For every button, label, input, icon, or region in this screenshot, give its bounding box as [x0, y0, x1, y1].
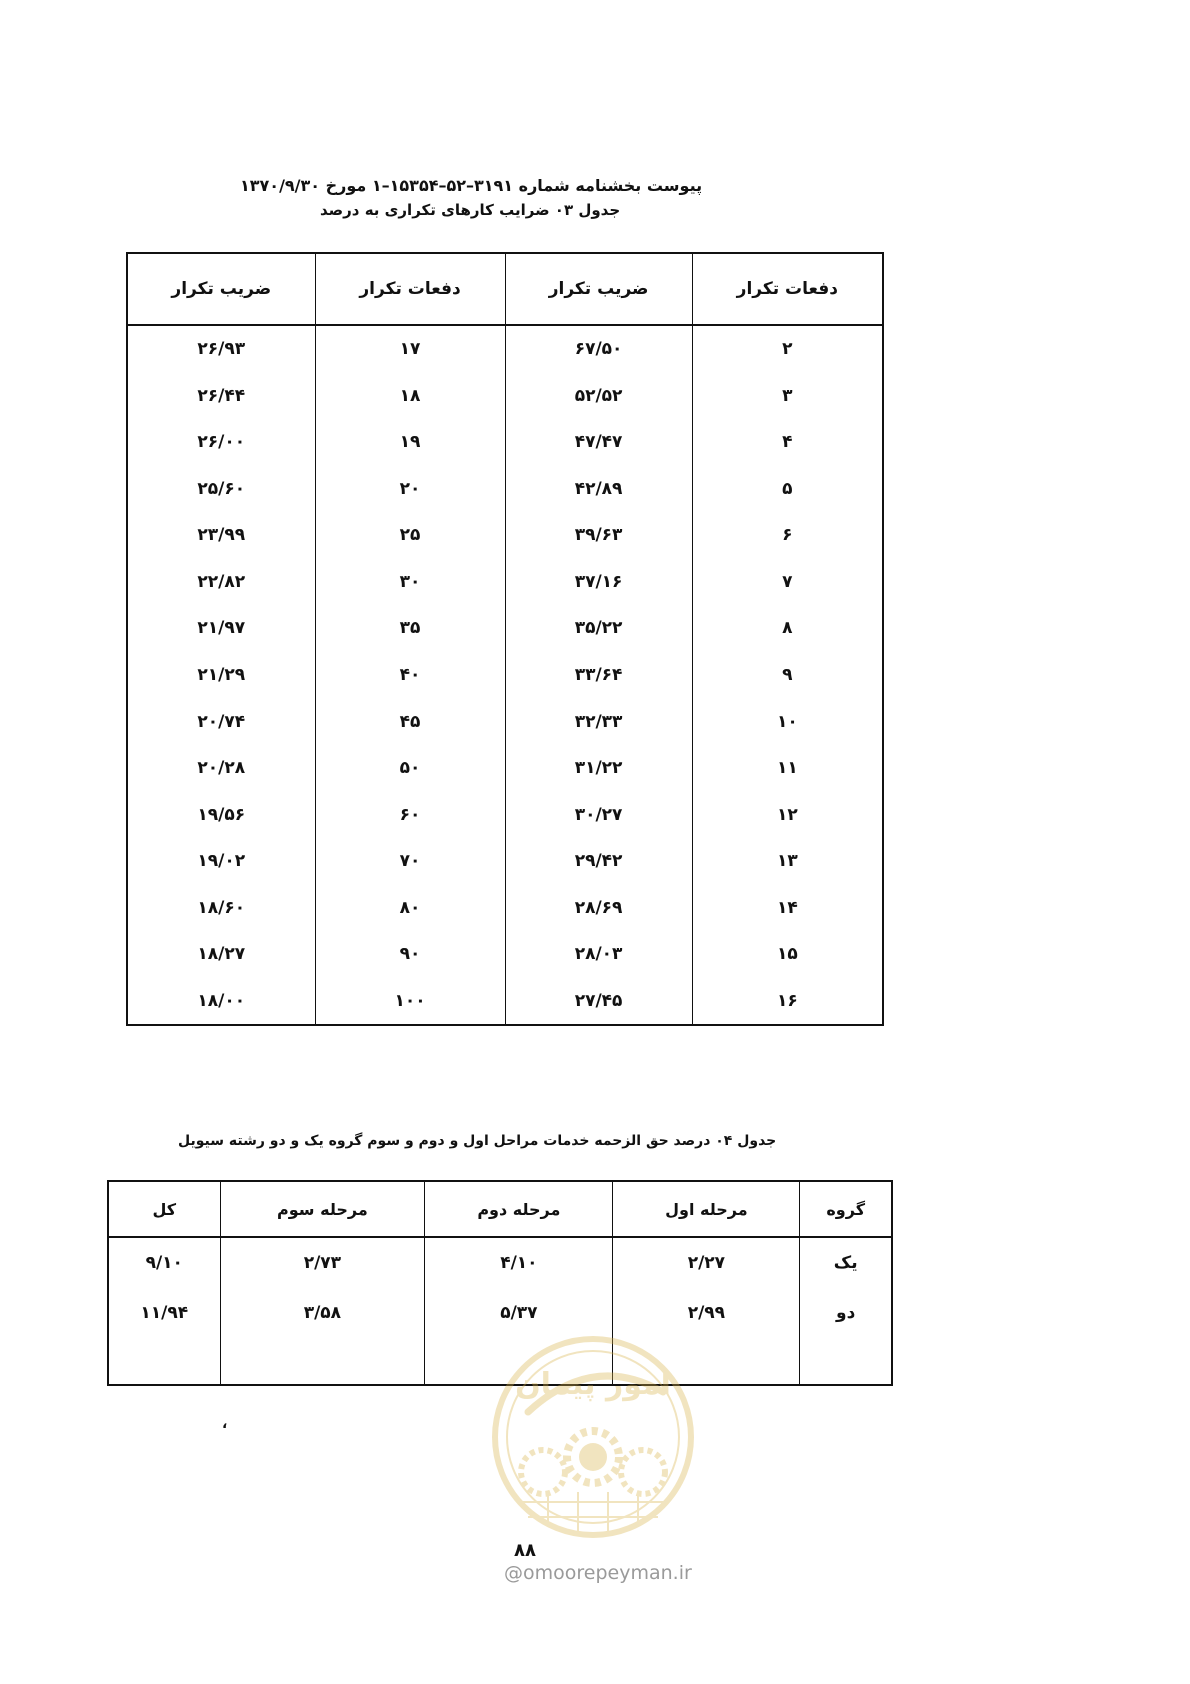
- table-cell: ۸: [692, 605, 883, 652]
- table-row: [127, 698, 883, 745]
- table-cell: ۳۹/۶۳: [505, 512, 692, 559]
- column-header: دفعات تکرار: [315, 253, 505, 325]
- table-cell: ۲۰: [315, 466, 505, 513]
- table-cell: ۵: [692, 466, 883, 513]
- table1-title: جدول ۰۳ ضرایب کارهای تکراری به درصد: [320, 201, 621, 219]
- table-cell: ۱۶: [692, 977, 883, 1025]
- table-cell: ۱۲: [692, 791, 883, 838]
- table-cell: ۶۷/۵۰: [505, 325, 692, 373]
- column-header: مرحله سوم: [220, 1181, 425, 1237]
- table-cell: ۴۷/۴۷: [505, 419, 692, 466]
- table-cell: ۹: [692, 652, 883, 699]
- table-row: [127, 791, 883, 838]
- table-cell: ۱۸/۲۷: [197, 944, 246, 965]
- table-cell: ۱۱/۹۴: [140, 1303, 189, 1323]
- table-cell: ۲۶/۴۴: [197, 385, 246, 406]
- stray-mark: ،: [222, 1416, 228, 1432]
- table-header-row: [127, 253, 883, 325]
- page-number: ۸۸: [514, 1540, 536, 1561]
- column-header: دفعات تکرار: [692, 253, 883, 325]
- table-cell: ۲۷/۴۵: [505, 977, 692, 1025]
- table-cell: [108, 1338, 220, 1385]
- table-cell: ۲۶/۰۰: [197, 432, 246, 453]
- table-cell: ۲/۷۳: [220, 1237, 425, 1288]
- column-header: ضریب تکرار: [127, 253, 315, 325]
- table-cell: [220, 1338, 425, 1385]
- table-cell: ۳۰/۲۷: [505, 791, 692, 838]
- table-cell: ۵/۳۷: [425, 1288, 613, 1338]
- table-cell: ۵۲/۵۲: [505, 373, 692, 420]
- table-cell: ۱۰۰: [315, 977, 505, 1025]
- table-row: [127, 512, 883, 559]
- table-cell: ۵۰: [315, 745, 505, 792]
- table-cell: ۲۸/۰۳: [505, 931, 692, 978]
- table-cell: ۲۵/۶۰: [197, 478, 246, 499]
- table-cell: ۳/۵۸: [220, 1288, 425, 1338]
- table-cell: ۹/۱۰: [145, 1253, 183, 1273]
- table-cell: ۲۲/۸۲: [197, 571, 246, 592]
- table-cell: ۲۱/۲۹: [197, 664, 246, 685]
- table-row: [127, 745, 883, 792]
- table-cell: ۳۱/۲۲: [505, 745, 692, 792]
- table-cell: ۲۱/۹۷: [197, 618, 246, 639]
- table-cell: ۲/۹۹: [613, 1288, 800, 1338]
- column-header: کل: [108, 1181, 220, 1237]
- table-cell: ۶: [692, 512, 883, 559]
- table-row: [127, 838, 883, 885]
- table-cell: ۳: [692, 373, 883, 420]
- column-header: ضریب تکرار: [505, 253, 692, 325]
- table-cell: ۳۵/۲۲: [505, 605, 692, 652]
- table2-title: جدول ۰۴ درصد حق الزحمه خدمات مراحل اول و دوم و سوم گروه یک و دو رشته سیویل: [178, 1133, 777, 1149]
- table-row: [127, 652, 883, 699]
- table-row: [108, 1237, 892, 1288]
- table-cell: ۱۹/۵۶: [197, 804, 246, 825]
- table-header-row: [108, 1181, 892, 1237]
- table-row: [127, 977, 883, 1025]
- table-row: [127, 884, 883, 931]
- table-cell: ۴: [692, 419, 883, 466]
- table-cell: ۴۲/۸۹: [505, 466, 692, 513]
- table-row: [127, 373, 883, 420]
- table-cell: ۱۴: [692, 884, 883, 931]
- site-watermark: @omoorepeyman.ir: [504, 1562, 692, 1584]
- table-cell: ۱۰: [692, 698, 883, 745]
- table-row: [127, 559, 883, 606]
- attachment-header: پیوست بخشنامه شماره ۳۱۹۱–۵۲–۱۵۳۵۴–۱ مورخ ۱۳۷۰/۹/۳۰: [240, 176, 703, 195]
- table-cell: ۴/۱۰: [425, 1237, 613, 1288]
- table-row: [127, 931, 883, 978]
- table-cell: ۷۰: [315, 838, 505, 885]
- table-cell: ۴۵: [315, 698, 505, 745]
- repetition-coefficient-table: [126, 252, 884, 1026]
- table-cell: ۲۵: [315, 512, 505, 559]
- table-cell: یک: [800, 1237, 892, 1288]
- table-cell: ۳۰: [315, 559, 505, 606]
- table-cell: دو: [800, 1288, 892, 1338]
- table-cell: [800, 1338, 892, 1385]
- table-cell: ۶۰: [315, 791, 505, 838]
- table-cell: ۱۷: [315, 325, 505, 373]
- gear-icon: [567, 1431, 619, 1483]
- table-row: [127, 466, 883, 513]
- table-cell: ۱۸: [315, 373, 505, 420]
- column-header: گروه: [800, 1181, 892, 1237]
- table-cell: ۷: [692, 559, 883, 606]
- table-cell: ۱۹/۰۲: [197, 851, 246, 872]
- table-cell: ۳۵: [315, 605, 505, 652]
- table-cell: ۱۹: [315, 419, 505, 466]
- watermark-logo: [488, 1332, 698, 1542]
- table-cell: ۱۱: [692, 745, 883, 792]
- watermark-text: امور پیمان: [515, 1367, 671, 1402]
- table-cell: ۳۳/۶۴: [505, 652, 692, 699]
- table-cell: ۱۵: [692, 931, 883, 978]
- table-cell: ۲۸/۶۹: [505, 884, 692, 931]
- table-cell: ۲/۲۷: [613, 1237, 800, 1288]
- table-cell: ۴۰: [315, 652, 505, 699]
- table-cell: ۱۸/۶۰: [197, 897, 246, 918]
- table-cell: ۱۸/۰۰: [197, 990, 246, 1011]
- table-cell: ۲۰/۲۸: [197, 758, 246, 779]
- table-cell: ۳۷/۱۶: [505, 559, 692, 606]
- table-cell: ۸۰: [315, 884, 505, 931]
- column-header: مرحله اول: [613, 1181, 800, 1237]
- table-cell: ۲۰/۷۴: [197, 711, 246, 732]
- table-cell: ۹۰: [315, 931, 505, 978]
- table-cell: ۲۶/۹۳: [197, 339, 246, 360]
- table-cell: ۲: [692, 325, 883, 373]
- table-row: [127, 419, 883, 466]
- column-header: مرحله دوم: [425, 1181, 613, 1237]
- table-row: [127, 605, 883, 652]
- table-cell: ۱۳: [692, 838, 883, 885]
- table-cell: ۲۹/۴۲: [505, 838, 692, 885]
- table-row: [108, 1288, 892, 1338]
- table-cell: ۳۲/۳۳: [505, 698, 692, 745]
- table-cell: ۲۳/۹۹: [197, 525, 246, 546]
- table-row: [127, 325, 883, 373]
